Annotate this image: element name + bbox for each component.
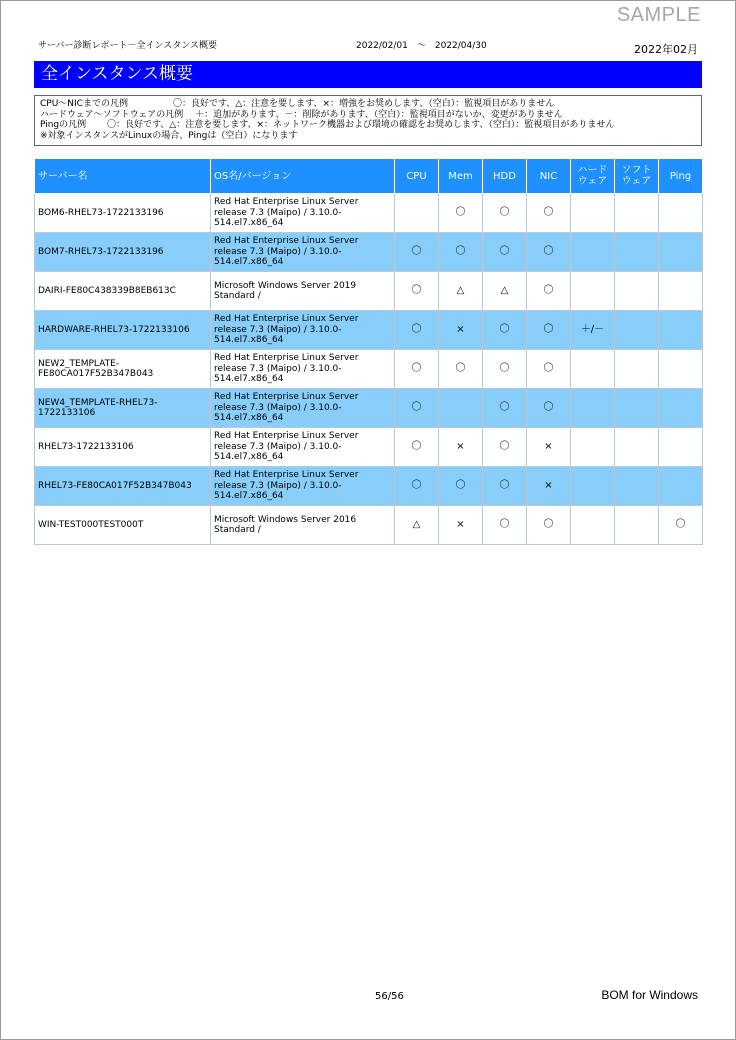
os-cell: Red Hat Enterprise Linux Server release 7.3 (Maipo) / 3.10.0-514.el7.x86_64 [211,311,395,350]
os-cell: Red Hat Enterprise Linux Server release 7.3 (Maipo) / 3.10.0-514.el7.x86_64 [211,467,395,506]
os-cell: Red Hat Enterprise Linux Server release 7.3 (Maipo) / 3.10.0-514.el7.x86_64 [211,350,395,389]
mem-cell: × [439,311,483,350]
mem-cell: 〇 [439,194,483,233]
nic-cell: 〇 [527,389,571,428]
os-cell: Red Hat Enterprise Linux Server release 7.3 (Maipo) / 3.10.0-514.el7.x86_64 [211,428,395,467]
hdd-cell: 〇 [483,311,527,350]
mem-cell: 〇 [439,467,483,506]
ping-cell [659,428,703,467]
nic-cell: 〇 [527,350,571,389]
hardware-cell [571,506,615,545]
cpu-cell: 〇 [395,428,439,467]
hdd-cell: 〇 [483,506,527,545]
table-row [35,233,703,272]
mem-cell: 〇 [439,350,483,389]
table-row [35,194,703,233]
cpu-cell: 〇 [395,467,439,506]
mem-cell: △ [439,272,483,311]
nic-cell: 〇 [527,311,571,350]
hdd-cell: 〇 [483,428,527,467]
header-mem: Mem [439,159,483,194]
server-name-cell: NEW4_TEMPLATE-RHEL73-1722133106 [35,389,211,428]
header-software-line1: ソフト [621,165,652,176]
nic-cell: 〇 [527,506,571,545]
server-name-cell: RHEL73-FE80CA017F52B347B043 [35,467,211,506]
mem-cell: × [439,506,483,545]
os-cell: Microsoft Windows Server 2019 Standard / [211,272,395,311]
hdd-cell: 〇 [483,467,527,506]
legend-line-note: ※対象インスタンスがLinuxの場合、Pingは（空白）になります [40,130,298,141]
hardware-cell [571,389,615,428]
software-cell [615,194,659,233]
software-cell [615,428,659,467]
sample-watermark: SAMPLE [616,4,701,26]
hdd-cell: 〇 [483,233,527,272]
header-hardware-line2: ウェア [577,176,608,187]
brand-name: BOM for Windows [601,988,698,1002]
mem-cell [439,389,483,428]
nic-cell: × [527,428,571,467]
ping-cell [659,467,703,506]
hdd-cell: 〇 [483,194,527,233]
header-os-version: OS名/バージョン [211,159,395,194]
table-row [35,428,703,467]
mem-cell: × [439,428,483,467]
software-cell [615,506,659,545]
nic-cell: 〇 [527,194,571,233]
ping-cell [659,311,703,350]
nic-cell: 〇 [527,233,571,272]
server-name-cell: RHEL73-1722133106 [35,428,211,467]
software-cell [615,233,659,272]
hardware-cell [571,272,615,311]
server-name-cell: BOM7-RHEL73-1722133196 [35,233,211,272]
table-row [35,506,703,545]
table-header-row [35,159,703,194]
os-cell: Microsoft Windows Server 2016 Standard / [211,506,395,545]
hardware-cell [571,428,615,467]
cpu-cell: 〇 [395,350,439,389]
server-name-cell: WIN-TEST000TEST000T [35,506,211,545]
report-month: 2022年02月 [634,43,698,56]
legend-box [34,95,702,146]
hardware-cell [571,350,615,389]
header-hardware-line1: ハード [577,165,608,176]
cpu-cell: 〇 [395,233,439,272]
hardware-cell [571,233,615,272]
server-name-cell: HARDWARE-RHEL73-1722133106 [35,311,211,350]
ping-cell [659,350,703,389]
server-name-cell: BOM6-RHEL73-1722133196 [35,194,211,233]
instance-table [34,158,703,545]
table-row [35,389,703,428]
header-ping: Ping [659,159,703,194]
hardware-cell: ＋/－ [571,311,615,350]
cpu-cell: △ [395,506,439,545]
os-cell: Red Hat Enterprise Linux Server release 7.3 (Maipo) / 3.10.0-514.el7.x86_64 [211,233,395,272]
os-cell: Red Hat Enterprise Linux Server release 7.3 (Maipo) / 3.10.0-514.el7.x86_64 [211,389,395,428]
os-cell: Red Hat Enterprise Linux Server release 7.3 (Maipo) / 3.10.0-514.el7.x86_64 [211,194,395,233]
ping-cell: 〇 [659,506,703,545]
software-cell [615,311,659,350]
software-cell [615,272,659,311]
header-cpu: CPU [395,159,439,194]
software-cell [615,350,659,389]
nic-cell: 〇 [527,272,571,311]
header-software-line2: ウェア [621,176,652,187]
table-row [35,272,703,311]
cpu-cell: 〇 [395,389,439,428]
header-nic: NIC [527,159,571,194]
hdd-cell: 〇 [483,350,527,389]
legend-line-cpu-nic: CPU～NICまでの凡例 〇：良好です、△：注意を要します、×：増強をお奨めします、（空白）：監視項目がありません [40,99,555,109]
section-title: 全インスタンス概要 [34,61,702,88]
page-number: 56/56 [375,991,404,1002]
ping-cell [659,194,703,233]
header-server-name: サーバー名 [35,159,211,194]
hardware-cell [571,467,615,506]
ping-cell [659,389,703,428]
nic-cell: × [527,467,571,506]
ping-cell [659,272,703,311]
cpu-cell: 〇 [395,311,439,350]
header-software [615,159,659,194]
report-title: サーバー診断レポート－全インスタンス概要 [38,41,218,51]
cpu-cell: 〇 [395,272,439,311]
mem-cell: 〇 [439,233,483,272]
hdd-cell: △ [483,272,527,311]
server-name-cell: NEW2_TEMPLATE-FE80CA017F52B347B043 [35,350,211,389]
table-row [35,350,703,389]
table-row [35,467,703,506]
cpu-cell [395,194,439,233]
hardware-cell [571,194,615,233]
software-cell [615,389,659,428]
header-hdd: HDD [483,159,527,194]
legend-line-ping: Pingの凡例 〇：良好です、△：注意を要します、×：ネットワーク機器および環境の確認をお奨めします、（空白）：監視項目がありません [40,120,615,130]
server-name-cell: DAIRI-FE80C438339B8EB613C [35,272,211,311]
legend-line-hw-sw: ハードウェア～ソフトウェアの凡例 ＋：追加があります、－：削除があります、（空白）：監視項目がないか、変更がありません [40,109,563,120]
table-row [35,311,703,350]
date-range: 2022/02/01 ～ 2022/04/30 [356,41,487,51]
software-cell [615,467,659,506]
header-hardware [571,159,615,194]
ping-cell [659,233,703,272]
hdd-cell: 〇 [483,389,527,428]
